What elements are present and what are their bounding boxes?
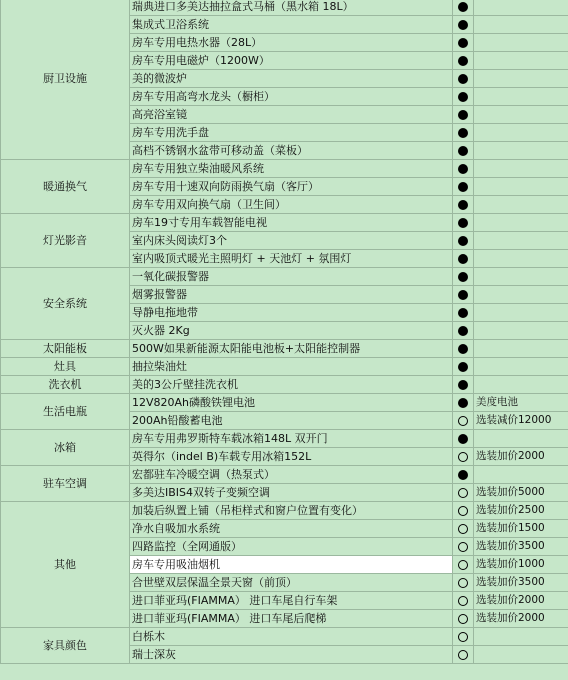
price-note-cell: 选装加价1500 (474, 520, 568, 538)
item-cell: 房车专用双向换气扇（卫生间） (130, 196, 453, 214)
hollow-circle-icon (458, 542, 468, 552)
item-cell: 宏都驻车冷暖空调（热泵式） (130, 466, 453, 484)
item-cell: 室内床头阅读灯3个 (130, 232, 453, 250)
availability-cell (453, 556, 474, 574)
category-cell: 家具颜色 (1, 628, 130, 664)
price-note-cell (474, 358, 568, 376)
hollow-circle-icon (458, 506, 468, 516)
availability-cell (453, 142, 474, 160)
table-row (1, 502, 568, 520)
availability-cell (453, 358, 474, 376)
availability-cell (453, 430, 474, 448)
filled-circle-icon (458, 380, 468, 390)
availability-cell (453, 484, 474, 502)
category-cell: 灯光影音 (1, 214, 130, 268)
filled-circle-icon (458, 218, 468, 228)
item-cell: 抽拉柴油灶 (130, 358, 453, 376)
price-note-cell (474, 16, 568, 34)
category-cell: 冰箱 (1, 430, 130, 466)
table-row (1, 466, 568, 484)
filled-circle-icon (458, 308, 468, 318)
availability-cell (453, 34, 474, 52)
availability-cell (453, 16, 474, 34)
availability-cell (453, 322, 474, 340)
availability-cell (453, 196, 474, 214)
item-cell: 房车专用弗罗斯特车载冰箱148L 双开门 (130, 430, 453, 448)
price-note-cell (474, 214, 568, 232)
availability-cell (453, 286, 474, 304)
filled-circle-icon (458, 254, 468, 264)
price-note-cell: 选装加价2000 (474, 610, 568, 628)
price-note-cell: 选装减价12000 (474, 412, 568, 430)
availability-cell (453, 394, 474, 412)
price-note-cell (474, 304, 568, 322)
category-cell: 太阳能板 (1, 340, 130, 358)
filled-circle-icon (458, 146, 468, 156)
price-note-cell: 选装加价2500 (474, 502, 568, 520)
filled-circle-icon (458, 200, 468, 210)
hollow-circle-icon (458, 560, 468, 570)
filled-circle-icon (458, 56, 468, 66)
hollow-circle-icon (458, 596, 468, 606)
price-note-cell: 选装加价3500 (474, 574, 568, 592)
price-note-cell (474, 340, 568, 358)
config-table-body (1, 0, 568, 664)
price-note-cell (474, 0, 568, 16)
item-cell: 12V820Ah磷酸铁锂电池 (130, 394, 453, 412)
item-cell: 进口菲亚玛(FIAMMA） 进口车尾自行车架 (130, 592, 453, 610)
availability-cell (453, 52, 474, 70)
availability-cell (453, 610, 474, 628)
availability-cell (453, 466, 474, 484)
item-cell: 导静电拖地带 (130, 304, 453, 322)
price-note-cell (474, 178, 568, 196)
availability-cell (453, 412, 474, 430)
filled-circle-icon (458, 236, 468, 246)
availability-cell (453, 160, 474, 178)
availability-cell (453, 376, 474, 394)
item-cell: 灭火器 2Kg (130, 322, 453, 340)
price-note-cell (474, 106, 568, 124)
availability-cell (453, 88, 474, 106)
filled-circle-icon (458, 128, 468, 138)
filled-circle-icon (458, 92, 468, 102)
table-row (1, 160, 568, 178)
item-cell: 进口菲亚玛(FIAMMA） 进口车尾后爬梯 (130, 610, 453, 628)
availability-cell (453, 448, 474, 466)
item-cell: 瑞士深灰 (130, 646, 453, 664)
availability-cell (453, 0, 474, 16)
price-note-cell: 选装加价2000 (474, 592, 568, 610)
filled-circle-icon (458, 290, 468, 300)
price-note-cell: 选装加价5000 (474, 484, 568, 502)
price-note-cell (474, 466, 568, 484)
price-note-cell (474, 232, 568, 250)
category-cell: 灶具 (1, 358, 130, 376)
table-row (1, 358, 568, 376)
item-cell: 200Ah铅酸蓄电池 (130, 412, 453, 430)
table-row (1, 340, 568, 358)
availability-cell (453, 70, 474, 88)
hollow-circle-icon (458, 488, 468, 498)
availability-cell (453, 214, 474, 232)
price-note-cell: 选装加价1000 (474, 556, 568, 574)
availability-cell (453, 304, 474, 322)
table-row (1, 0, 568, 16)
category-cell: 其他 (1, 502, 130, 628)
price-note-cell: 选装加价2000 (474, 448, 568, 466)
hollow-circle-icon (458, 614, 468, 624)
item-cell: 合世壁双层保温全景天窗（前顶） (130, 574, 453, 592)
hollow-circle-icon (458, 416, 468, 426)
hollow-circle-icon (458, 650, 468, 660)
item-cell: 白栎木 (130, 628, 453, 646)
item-cell: 房车19寸专用车载智能电视 (130, 214, 453, 232)
item-cell[interactable]: 房车专用吸油烟机 (130, 556, 453, 574)
availability-cell (453, 124, 474, 142)
table-row (1, 628, 568, 646)
filled-circle-icon (458, 38, 468, 48)
category-cell: 厨卫设施 (1, 0, 130, 160)
price-note-cell (474, 646, 568, 664)
filled-circle-icon (458, 344, 468, 354)
item-cell: 净水自吸加水系统 (130, 520, 453, 538)
price-note-cell (474, 124, 568, 142)
item-cell: 房车专用电热水器（28L） (130, 34, 453, 52)
price-note-cell (474, 70, 568, 88)
filled-circle-icon (458, 2, 468, 12)
availability-cell (453, 268, 474, 286)
category-cell: 暖通换气 (1, 160, 130, 214)
price-note-cell (474, 196, 568, 214)
availability-cell (453, 106, 474, 124)
hollow-circle-icon (458, 524, 468, 534)
table-row (1, 268, 568, 286)
filled-circle-icon (458, 470, 468, 480)
availability-cell (453, 592, 474, 610)
availability-cell (453, 574, 474, 592)
availability-cell (453, 232, 474, 250)
filled-circle-icon (458, 110, 468, 120)
item-cell: 房车专用独立柴油暖风系统 (130, 160, 453, 178)
filled-circle-icon (458, 326, 468, 336)
availability-cell (453, 178, 474, 196)
item-cell: 多美达IBIS4双转子变频空调 (130, 484, 453, 502)
item-cell: 四路监控（全网通版） (130, 538, 453, 556)
category-cell: 洗衣机 (1, 376, 130, 394)
item-cell: 房车专用十速双向防雨换气扇（客厅） (130, 178, 453, 196)
filled-circle-icon (458, 74, 468, 84)
price-note-cell (474, 88, 568, 106)
item-cell: 房车专用高弯水龙头（橱柜） (130, 88, 453, 106)
table-row (1, 214, 568, 232)
price-note-cell (474, 628, 568, 646)
price-note-cell (474, 430, 568, 448)
item-cell: 美的3公斤壁挂洗衣机 (130, 376, 453, 394)
filled-circle-icon (458, 272, 468, 282)
availability-cell (453, 628, 474, 646)
filled-circle-icon (458, 164, 468, 174)
table-row (1, 394, 568, 412)
availability-cell (453, 520, 474, 538)
price-note-cell (474, 160, 568, 178)
item-cell: 瑞典进口多美达抽拉盒式马桶（黑水箱 18L） (130, 0, 453, 16)
item-cell: 一氧化碳报警器 (130, 268, 453, 286)
item-cell: 加装后纵置上铺（吊柜样式和窗户位置有变化） (130, 502, 453, 520)
table-row (1, 430, 568, 448)
price-note-cell (474, 142, 568, 160)
price-note-cell (474, 376, 568, 394)
price-note-cell (474, 268, 568, 286)
filled-circle-icon (458, 20, 468, 30)
availability-cell (453, 646, 474, 664)
availability-cell (453, 250, 474, 268)
hollow-circle-icon (458, 578, 468, 588)
table-row (1, 376, 568, 394)
item-cell: 美的微波炉 (130, 70, 453, 88)
price-note-cell (474, 34, 568, 52)
item-cell: 集成式卫浴系统 (130, 16, 453, 34)
availability-cell (453, 538, 474, 556)
item-cell: 高亮浴室镜 (130, 106, 453, 124)
availability-cell (453, 502, 474, 520)
item-cell: 房车专用洗手盘 (130, 124, 453, 142)
category-cell: 生活电瓶 (1, 394, 130, 430)
category-cell: 安全系统 (1, 268, 130, 340)
hollow-circle-icon (458, 632, 468, 642)
item-cell: 房车专用电磁炉（1200W） (130, 52, 453, 70)
filled-circle-icon (458, 182, 468, 192)
price-note-cell (474, 250, 568, 268)
price-note-cell: 美度电池 (474, 394, 568, 412)
hollow-circle-icon (458, 452, 468, 462)
item-cell: 500W如果新能源太阳能电池板+太阳能控制器 (130, 340, 453, 358)
price-note-cell (474, 286, 568, 304)
item-cell: 室内吸顶式暖光主照明灯 + 天池灯 + 氛围灯 (130, 250, 453, 268)
availability-cell (453, 340, 474, 358)
item-cell: 烟雾报警器 (130, 286, 453, 304)
price-note-cell: 选装加价3500 (474, 538, 568, 556)
price-note-cell (474, 322, 568, 340)
filled-circle-icon (458, 362, 468, 372)
filled-circle-icon (458, 434, 468, 444)
price-note-cell (474, 52, 568, 70)
item-cell: 高档不锈钢水盆带可移动盖（菜板） (130, 142, 453, 160)
category-cell: 驻车空调 (1, 466, 130, 502)
filled-circle-icon (458, 398, 468, 408)
item-cell: 英得尔（indel B)车载专用冰箱152L (130, 448, 453, 466)
